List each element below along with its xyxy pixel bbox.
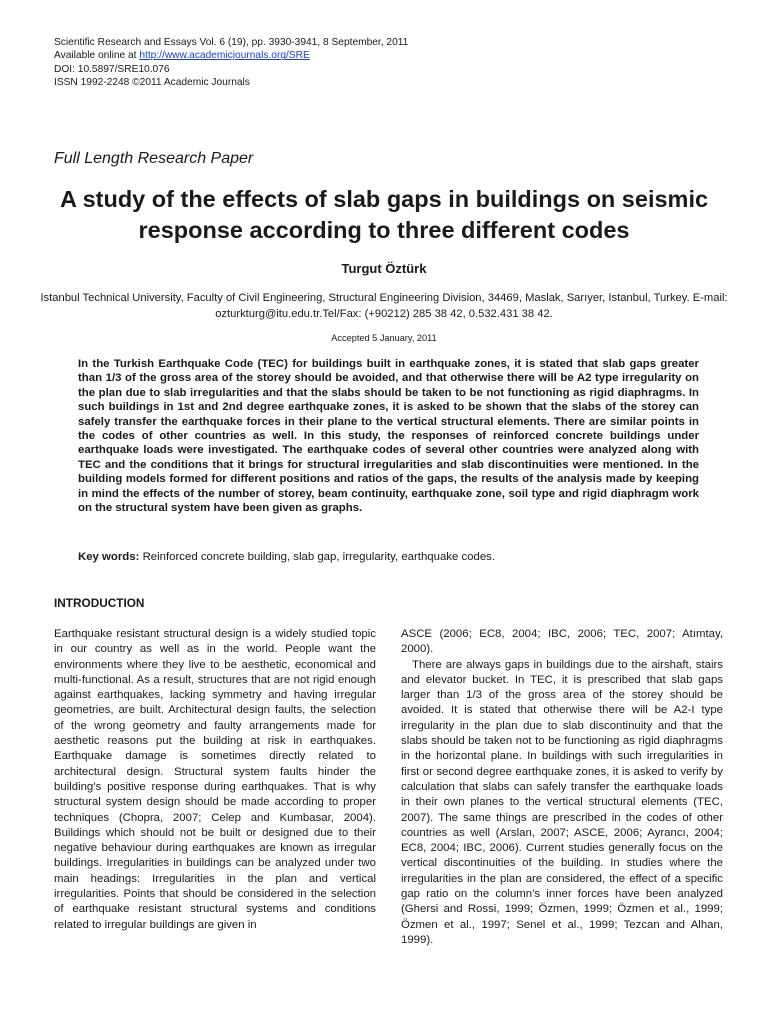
keywords-label: Key words:: [78, 551, 140, 563]
doi: DOI: 10.5897/SRE10.076: [54, 63, 170, 75]
journal-header: [54, 36, 408, 90]
author-name: Turgut Öztürk: [341, 261, 427, 276]
paper-title: A study of the effects of slab gaps in buildings on seismic response according to three different codes: [59, 186, 709, 243]
introduction-heading: INTRODUCTION: [54, 596, 145, 610]
body-column-right: [401, 627, 723, 948]
journal-url-link[interactable]: http://www.academicjournals.org/SRE: [139, 50, 310, 62]
keywords-text: Reinforced concrete building, slab gap, irregularity, earthquake codes.: [139, 551, 496, 563]
intro-paragraph-1: Earthquake resistant structural design is a widely studied topic in our country as well as in the world. People want the environments where they live to be aesthetic, economical and multi-functional. As a result, structures that are not rigid enough against earthquakes, lacking symmetry and having irregular geometries, are built. Architectural design faults, the selection of the wrong geometry and faulty arrangements made for aesthetic reasons put the building at risk in earthquakes. Earthquake damage is sometimes directly related to architectural design. Structural system faults hinder the building’s positive response during earthquakes. That is why structural system design should be made according to proper techniques (Chopra, 2007; Celep and Kumbasar, 2004). Buildings which should not be built or designed due to their negative behaviour during earthquakes are known as irregular buildings. Irregularities in buildings can be analyzed under two main headings: Irregularities in the plan and vertical irregularities. Points that should be considered in the selection of earthquake resistant structural systems and conditions related to irregular buildings are given in: [54, 628, 376, 931]
intro-paragraph-2: There are always gaps in buildings due to the airshaft, stairs and elevator bucket. In TEC, it is prescribed that slab gaps larger than 1/3 of the gross area of the storey should be avoided. It is stated that otherwise there will be A2-I type irregularity in the plan due to slab discontinuity and that the slabs should be taken not to be functioning as rigid diaphragms in the horizontal plane. In buildings with such irregularities in first or second degree earthquake zones, it is asked to verify by calculation that slabs can safely transfer the earthquake loads in their own planes to the vertical structural elements (TEC, 2007). The same things are prescribed in the codes of other countries as well (Arslan, 2007; ASCE, 2006; Ayrancı, 2004; EC8, 2004; IBC, 2006). Current studies generally focus on the vertical discontinuities of the building. In studies where the irregularities in the plan are considered, the effect of a specific gap ratio on the column’s inner forces have been analyzed (Ghersi and Rossi, 1999; Özmen, 1999; Özmen et al., 1999; Özmen et al., 1997; Senel et al., 1999; Tezcan and Alhan, 1999).: [401, 658, 723, 946]
author-affiliation: Istanbul Technical University, Faculty of Civil Engineering, Structural Engineering Division, 34469, Maslak, Sarıyer, Istanbul, Turkey. E-mail: ozturkturg@itu.edu.tr.Tel/Fax: (+90212) 285 38 42, 0.532.431 38 42.: [40, 292, 728, 320]
intro-paragraph-continued: ASCE (2006; EC8, 2004; IBC, 2006; TEC, 2007; Atımtay, 2000).: [401, 628, 723, 656]
accepted-date: Accepted 5 January, 2011: [331, 333, 437, 343]
issn: ISSN 1992-2248 ©2011 Academic Journals: [54, 77, 250, 89]
abstract: In the Turkish Earthquake Code (TEC) for buildings built in earthquake zones, it is stated that slab gaps greater than 1/3 of the gross area of the storey should be avoided, and that otherwise there will be A2 type irregularity on the plan due to slab irregularities and that the slabs should be taken to be not functioning as rigid diaphragms. In such buildings in 1st and 2nd degree earthquake zones, it is asked to be shown that the slabs of the storey can safely transfer the earthquake forces in their plane to the vertical structural elements. There are similar points in the codes of other countries as well. In this study, the responses of reinforced concrete buildings under earthquake loads were investigated. The earthquake codes of several other countries were analyzed along with TEC and the conditions that it brings for structural irregularities and slab discontinuities were mentioned. In the building models formed for different positions and ratios of the gaps, the results of the analysis made by keeping in mind the effects of the number of storey, beam continuity, earthquake zone, soil type and rigid diaphragm work on the structural system have been given as graphs.: [78, 358, 699, 515]
body-column-left: [54, 627, 376, 933]
availability-line: [54, 49, 408, 62]
keywords: [78, 550, 699, 564]
journal-citation: Scientific Research and Essays Vol. 6 (19), pp. 3930-3941, 8 September, 2011: [54, 37, 409, 48]
paper-type: Full Length Research Paper: [54, 150, 254, 167]
availability-prefix: Available online at: [54, 50, 140, 62]
